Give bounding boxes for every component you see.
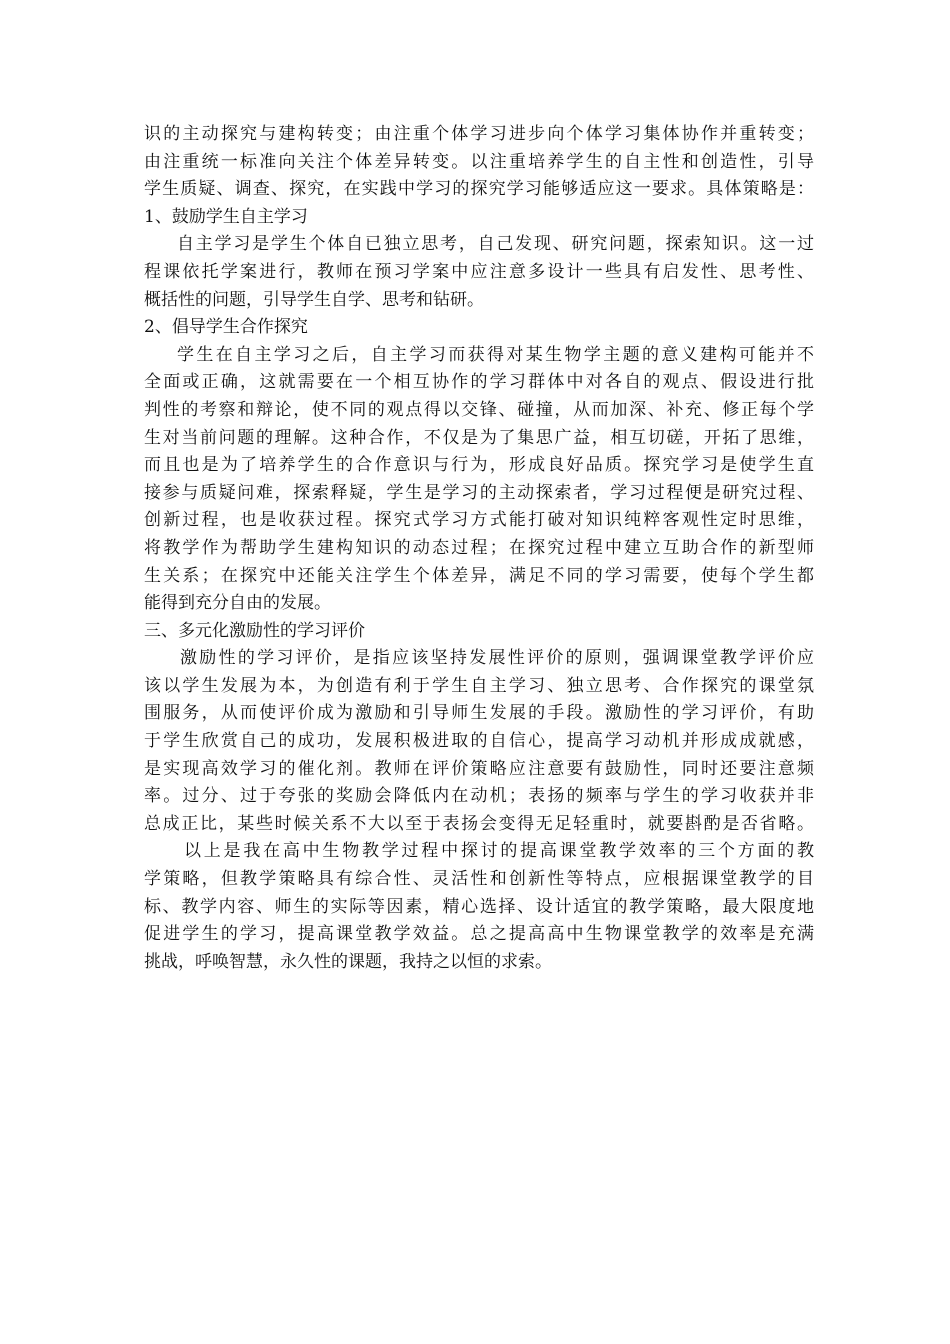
text-line: 总成正比，某些时候关系不大以至于表扬会变得无足轻重时，就要斟酌是否省略。 xyxy=(144,813,814,834)
text-line: 学生在自主学习之后，自主学习而获得对某生物学主题的意义建构可能并不 xyxy=(177,344,814,365)
text-line: 生对当前问题的理解。这种合作，不仅是为了集思广益，相互切磋，开拓了思维， xyxy=(144,427,814,448)
text-line: 概括性的问题，引导学生自学、思考和钻研。 xyxy=(144,289,484,310)
text-line: 判性的考察和辩论，使不同的观点得以交锋、碰撞，从而加深、补充、修正每个学 xyxy=(144,399,814,420)
text-line: 由注重统一标准向关注个体差异转变。以注重培养学生的自主性和创造性，引导 xyxy=(144,151,814,172)
section-heading-1: 1、鼓励学生自主学习 xyxy=(144,206,308,227)
text-line: 以上是我在高中生物教学过程中探讨的提高课堂教学效率的三个方面的教 xyxy=(184,841,814,862)
text-line: 标、教学内容、师生的实际等因素，精心选择、设计适宜的教学策略，最大限度地 xyxy=(144,896,814,917)
body-text xyxy=(144,121,814,976)
text-line: 全面或正确，这就需要在一个相互协作的学习群体中对各自的观点、假设进行批 xyxy=(144,372,814,393)
text-line: 自主学习是学生个体自已独立思考，自己发现、研究问题，探索知识。这一过 xyxy=(177,234,814,255)
text-line: 接参与质疑问难，探索释疑，学生是学习的主动探索者，学习过程便是研究过程、 xyxy=(144,482,814,503)
text-line: 将教学作为帮助学生建构知识的动态过程；在探究过程中建立互助合作的新型师 xyxy=(144,537,814,558)
text-line: 学生质疑、调查、探究，在实践中学习的探究学习能够适应这一要求。具体策略是： xyxy=(144,179,814,200)
text-line: 是实现高效学习的催化剂。教师在评价策略应注意要有鼓励性，同时还要注意频 xyxy=(144,758,814,779)
text-line: 促进学生的学习，提高课堂教学效益。总之提高高中生物课堂教学的效率是充满 xyxy=(144,924,814,945)
text-line: 该以学生发展为本，为创造有利于学生自主学习、独立思考、合作探究的课堂氛 xyxy=(144,675,814,696)
text-line: 而且也是为了培养学生的合作意识与行为，形成良好品质。探究学习是使学生直 xyxy=(144,455,814,476)
text-line: 挑战，呼唤智慧，永久性的课题，我持之以恒的求索。 xyxy=(144,951,552,972)
text-line: 学策略，但教学策略具有综合性、灵活性和创新性等特点，应根据课堂教学的目 xyxy=(144,869,814,890)
text-line: 程课依托学案进行，教师在预习学案中应注意多设计一些具有启发性、思考性、 xyxy=(144,261,814,282)
text-line: 创新过程，也是收获过程。探究式学习方式能打破对知识纯粹客观性定时思维， xyxy=(144,510,814,531)
text-line: 识的主动探究与建构转变；由注重个体学习进步向个体学习集体协作并重转变； xyxy=(144,124,814,144)
text-line: 率。过分、过于夸张的奖励会降低内在动机；表扬的频率与学生的学习收获并非 xyxy=(144,786,814,807)
section-heading-2: 2、倡导学生合作探究 xyxy=(144,317,308,338)
text-line: 生关系；在探究中还能关注学生个体差异，满足不同的学习需要，使每个学生都 xyxy=(144,565,814,586)
section-heading-3: 三、多元化激励性的学习评价 xyxy=(144,620,365,641)
text-line: 能得到充分自由的发展。 xyxy=(144,593,331,614)
text-line: 围服务，从而使评价成为激励和引导师生发展的手段。激励性的学习评价，有助 xyxy=(144,703,814,724)
text-line: 于学生欣赏自己的成功，发展积极进取的自信心，提高学习动机并形成成就感， xyxy=(144,731,814,752)
text-line: 激励性的学习评价，是指应该坚持发展性评价的原则，强调课堂教学评价应 xyxy=(180,648,814,669)
